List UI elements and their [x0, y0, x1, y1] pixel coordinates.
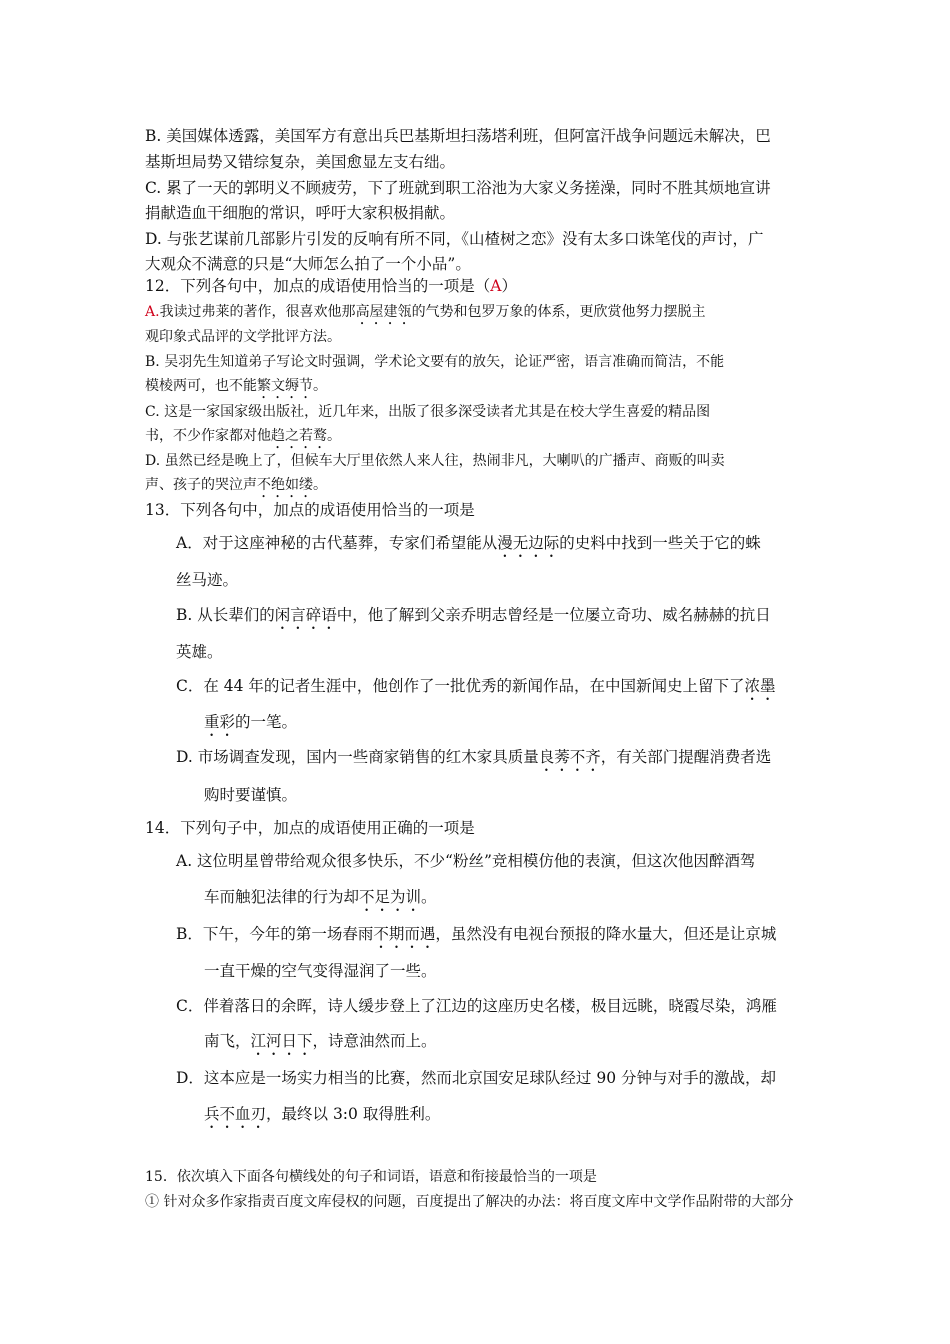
q11-option-c-line1: C. 累了一天的郭明义不顾疲劳，下了班就到职工浴池为大家义务搓澡，同时不胜其烦地宣讲 — [145, 179, 771, 197]
q13-option-c-line1 — [176, 676, 775, 704]
q13-option-d-line1 — [176, 747, 771, 775]
q12-answer: A — [490, 277, 502, 295]
q13-option-a-idiom: 漫无边际 — [497, 534, 560, 552]
q13-option-b-idiom: 闲言碎语 — [274, 606, 337, 624]
q12-option-a-letter: A. — [145, 304, 160, 320]
q13-option-a-line1 — [176, 533, 761, 561]
q12-option-a-line1 — [145, 302, 706, 328]
q12-option-c-line1: C. 这是一家国家级出版社，近几年来，出版了很多深受读者尤其是在校大学生喜爱的精品图 — [145, 404, 711, 420]
q14-option-d-line2 — [204, 1104, 440, 1132]
q12-option-b-idiom: 繁文缛节 — [257, 378, 313, 394]
q12-option-d-text: 声、孩子的哭泣声 — [145, 477, 257, 493]
q14-option-a-text: 车而触犯法律的行为却 — [204, 888, 360, 906]
q13-option-d-text-post: ，有关部门提醒消费者选 — [600, 748, 772, 766]
q12-stem — [145, 276, 517, 296]
q11-option-b-line2: 基斯坦局势又错综复杂，美国愈显左支右绌。 — [145, 153, 456, 171]
q11-option-d-line1: D. 与张艺谋前几部影片引发的反响有所不同，《山楂树之恋》没有太多口诛笔伐的声讨，广 — [145, 230, 764, 248]
q13-option-b-line1 — [176, 605, 771, 633]
q14-option-a-line2 — [204, 887, 437, 915]
q14-option-b-line1 — [176, 924, 776, 952]
q14-stem: 14．下列句子中，加点的成语使用正确的一项是 — [145, 819, 475, 837]
q12-option-d-line1: D. 虽然已经是晚上了，但候车大厅里依然人来人往，热闹非凡，大喇叭的广播声、商贩的叫卖 — [145, 453, 725, 469]
q11-option-c-line2: 捐献造血干细胞的常识，呼吁大家积极捐献。 — [145, 204, 456, 222]
q13-option-c-text: C．在 44 年的记者生涯中，他创作了一批优秀的新闻作品，在中国新闻史上留下了 — [176, 677, 745, 695]
q13-option-c-text-post: 的一笔。 — [235, 713, 298, 731]
q14-option-a-idiom: 不足为训 — [359, 888, 422, 906]
q12-option-a-line2: 观印象式品评的文学批评方法。 — [145, 329, 341, 345]
q12-option-a-idiom: 高屋建瓴 — [355, 304, 412, 320]
q12-option-c-text-post: 。 — [327, 428, 341, 444]
q12-option-a-text-post: 的气势和包罗万象的体系，更欣赏他努力摆脱主 — [411, 304, 706, 320]
q12-option-b-line2 — [145, 376, 327, 402]
q12-option-b-line1: B. 吴羽先生知道弟子写论文时强调，学术论文要有的放矢，论证严密，语言准确而简洁，不能 — [145, 354, 725, 370]
q11-option-d-line2: 大观众不满意的只是“大师怎么拍了一个小品”。 — [145, 255, 471, 273]
q14-option-b-line2: 一直干燥的空气变得湿润了一些。 — [204, 962, 437, 980]
q12-option-c-idiom: 趋之若鹜 — [271, 428, 327, 444]
q13-option-b-line2: 英雄。 — [176, 643, 223, 661]
q12-option-b-text: 模棱两可，也不能 — [145, 378, 257, 394]
q12-option-a-text: 我读过弗莱的著作，很喜欢他那 — [159, 304, 356, 320]
q15-stem: 15．依次填入下面各句横线处的句子和词语，语意和衔接最恰当的一项是 — [145, 1169, 597, 1185]
q14-option-d-line1: D．这本应是一场实力相当的比赛，然而北京国安足球队经过 90 分钟与对手的激战，却 — [176, 1069, 777, 1087]
q14-option-c-line1: C．伴着落日的余晖，诗人缓步登上了江边的这座历史名楼，极目远眺，晓霞尽染，鸿雁 — [176, 997, 777, 1015]
q14-option-a-text-post: 。 — [421, 888, 437, 906]
q11-option-b-line1: B. 美国媒体透露，美国军方有意出兵巴基斯坦扫荡塔利班，但阿富汗战争问题远未解决，巴 — [145, 127, 771, 145]
q14-option-b-idiom: 不期而遇 — [373, 925, 436, 943]
q14-option-c-text-post: ，诗意油然而上。 — [312, 1032, 437, 1050]
q14-option-c-idiom: 江河日下 — [250, 1032, 313, 1050]
q13-option-b-text-post: 中，他了解到父亲乔明志曾经是一位屡立奇功、威名赫赫的抗日 — [336, 606, 771, 624]
q13-option-a-line2: 丝马迹。 — [176, 571, 239, 589]
q13-option-c-idiom-part2: 重彩 — [204, 713, 236, 731]
q14-option-a-line1: A. 这位明星曾带给观众很多快乐，不少“粉丝”竞相模仿他的表演，但这次他因醉酒驾 — [176, 852, 756, 870]
q13-option-a-text-post: 的史料中找到一些关于它的蛛 — [559, 534, 761, 552]
q13-option-c-idiom-part1: 浓墨 — [744, 677, 776, 695]
q14-option-c-text: 南飞， — [204, 1032, 251, 1050]
q13-option-d-line2: 购时要谨慎。 — [204, 786, 298, 804]
q13-option-c-line2 — [204, 712, 297, 740]
q14-option-c-line2 — [204, 1031, 437, 1059]
q12-option-c-text: 书，不少作家都对他 — [145, 428, 271, 444]
q13-option-d-text: D. 市场调查发现，国内一些商家销售的红木家具质量 — [176, 748, 539, 766]
q12-option-b-text-post: 。 — [313, 378, 327, 394]
q13-stem: 13．下列各句中，加点的成语使用恰当的一项是 — [145, 501, 475, 519]
q14-option-d-text-post: ，最终以 3:0 取得胜利。 — [266, 1105, 441, 1123]
q12-stem-text: 12．下列各句中，加点的成语使用恰当的一项是（ — [145, 277, 491, 295]
q14-option-b-text: B．下午，今年的第一场春雨 — [176, 925, 374, 943]
q13-option-a-text: A．对于这座神秘的古代墓葬，专家们希望能从 — [176, 534, 498, 552]
q14-option-b-text-post: ，虽然没有电视台预报的降水量大，但还是让京城 — [435, 925, 777, 943]
q13-option-d-idiom: 良莠不齐 — [538, 748, 601, 766]
q12-option-d-line2 — [145, 475, 327, 501]
q12-stem-end: ） — [501, 277, 517, 295]
q12-option-c-line2 — [145, 426, 341, 452]
q15-item-1: ① 针对众多作家指责百度文库侵权的问题，百度提出了解决的办法：将百度文库中文学作品附带的大部分 — [145, 1194, 794, 1210]
q12-option-d-text-post: 。 — [313, 477, 327, 493]
q13-option-b-text: B. 从长辈们的 — [176, 606, 275, 624]
q12-option-d-idiom: 不绝如缕 — [257, 477, 313, 493]
q14-option-d-idiom: 兵不血刃 — [204, 1105, 267, 1123]
